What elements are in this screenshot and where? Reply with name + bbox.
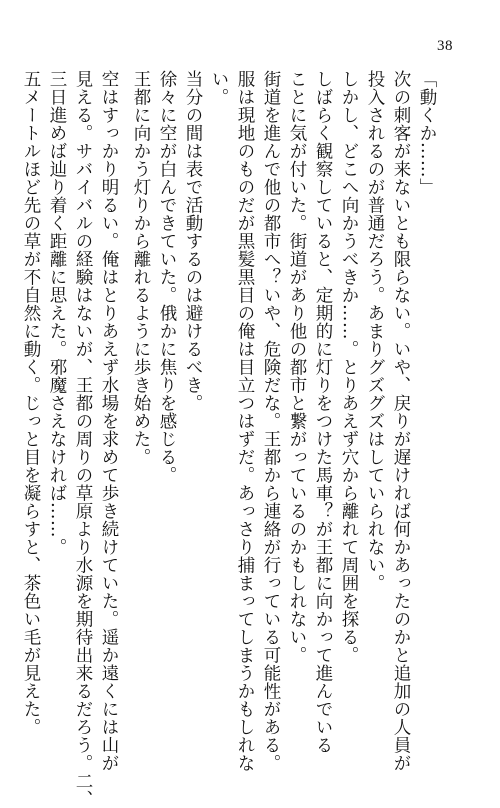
text-line: 徐々に空が白んできていた。俄かに焦りを感じる。 (157, 70, 177, 484)
text-line: 投入されるのが普通だろう。あまりグズグズはしていられない。 (365, 70, 385, 592)
novel-text-block (21, 70, 440, 808)
text-line: 五メートルほど先の草が不自然に動く。じっと目を凝らすと、茶色い毛が見えた。 (21, 70, 41, 736)
text-line: ことに気が付いた。街道があり他の都市と繋がっているのかもしれない。 (287, 70, 307, 664)
text-line: 街道を進んで他の都市へ？いや、危険だな。王都から連絡が行っている可能性がある。 (261, 70, 281, 772)
page-number: 38 (437, 38, 453, 54)
text-line: 次の刺客が来ないとも限らない。いや、戻りが遅ければ何かあったのかと追加の人員が (391, 70, 411, 772)
text-line: 当分の間は表で活動するのは避けるべき。 (183, 70, 203, 412)
text-line: 「動くか……」 (417, 70, 437, 196)
text-line: しかし、どこへ向かうべきか……。とりあえず穴から離れて周囲を探る。 (339, 70, 359, 664)
text-line: 三日進めば辿り着く距離に思えた。邪魔さえなければ……。 (47, 70, 67, 556)
text-line: 王都に向かう灯りから離れるように歩き始めた。 (131, 70, 151, 466)
text-line: しばらく観察していると、定期的に灯りをつけた馬車？が王都に向かって進んでいる (313, 70, 333, 754)
text-line: い。 (209, 70, 229, 106)
text-line: 見える。サバイバルの経験はないが、王都の周りの草原より水源を期待出来るだろう。二、 (73, 70, 93, 808)
text-line: 服は現地のものだが黒髪黒目の俺は目立つはずだ。あっさり捕まってしまうかもしれな (235, 70, 255, 772)
text-line: 空はすっかり明るい。俺はとりあえず水場を求めて歩き続けていた。遥か遠くには山が (99, 70, 119, 772)
